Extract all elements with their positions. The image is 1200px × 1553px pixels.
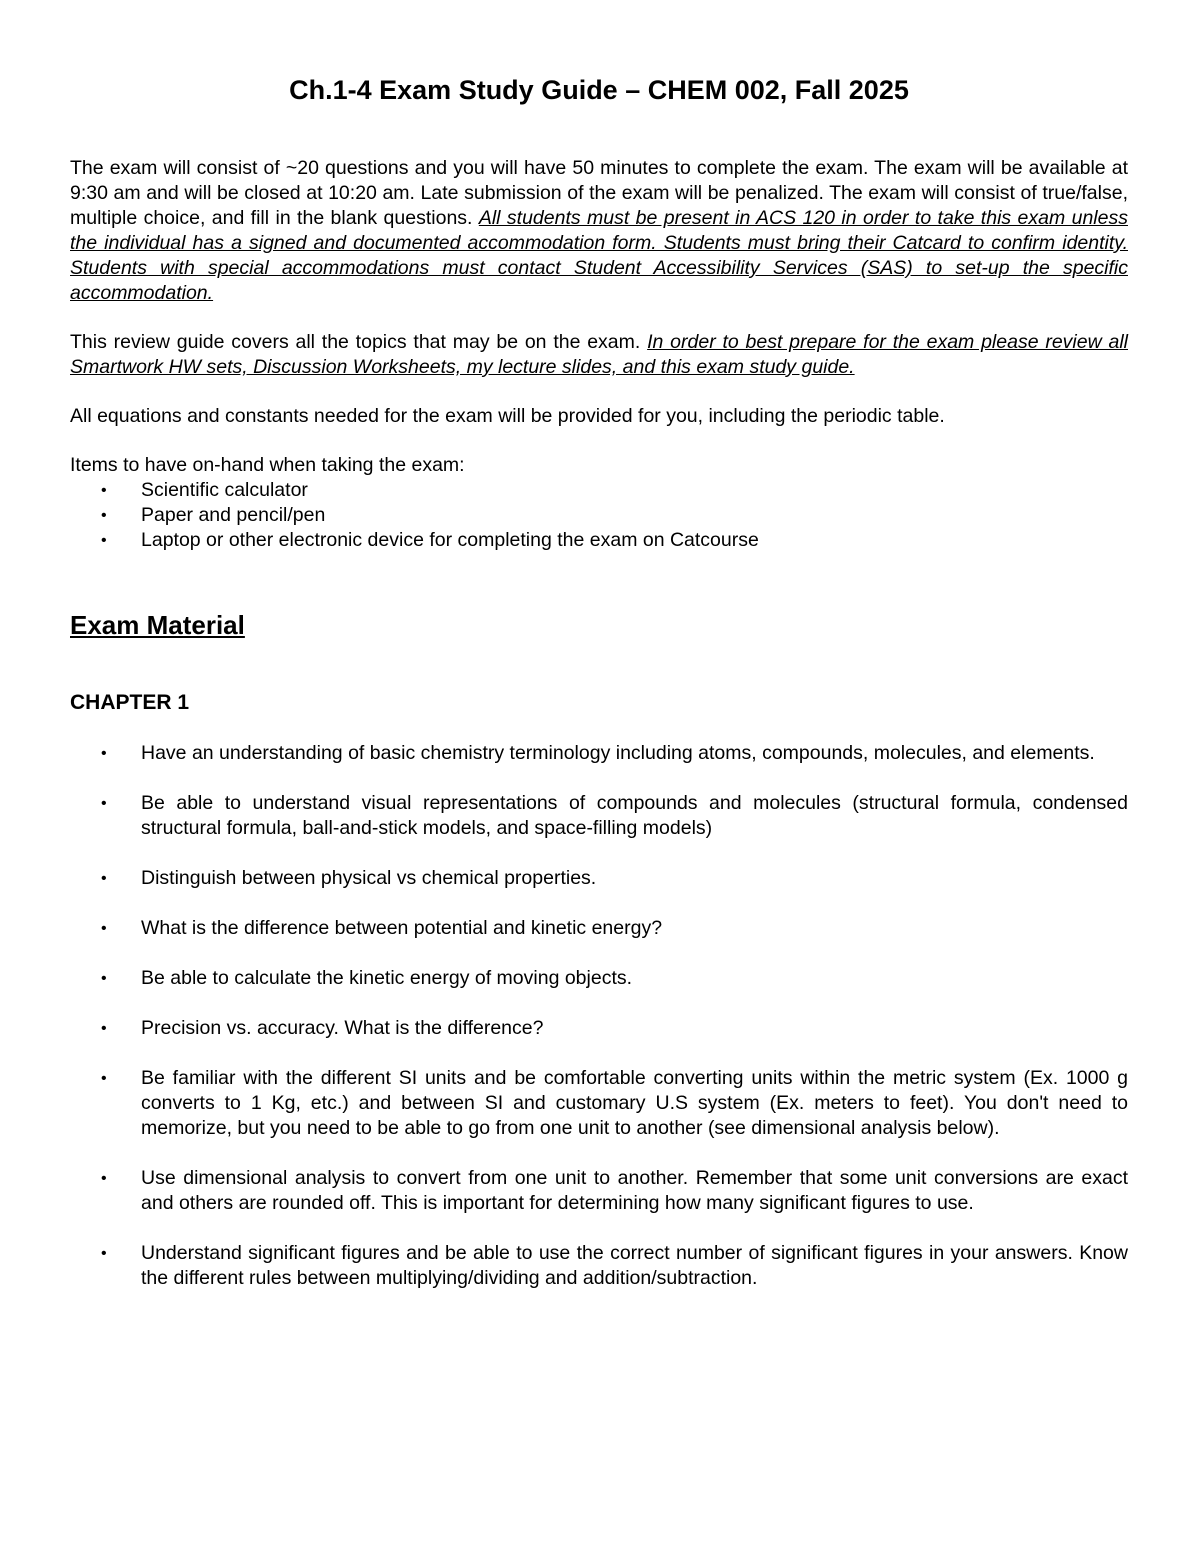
bullet-icon: • — [101, 507, 107, 524]
bullet-icon: • — [101, 532, 107, 549]
topic-text: Precision vs. accuracy. What is the difference? — [141, 1017, 544, 1039]
topic-text: What is the difference between potential and kinetic energy? — [141, 917, 663, 939]
list-item-text: Paper and pencil/pen — [141, 504, 326, 526]
topic-item — [70, 966, 1128, 991]
bullet-icon: • — [101, 745, 107, 762]
topic-item — [70, 1016, 1128, 1041]
topic-text: Understand significant figures and be able to use the correct number of significant figures in your answers. Know the different rules between multiplying/dividing and addition/subtraction. — [141, 1242, 1128, 1289]
topic-item — [70, 791, 1128, 841]
topic-text: Have an understanding of basic chemistry terminology including atoms, compounds, molecules, and elements. — [141, 742, 1095, 764]
review-paragraph — [70, 330, 1128, 380]
topics-list — [70, 741, 1128, 1291]
list-item-text: Laptop or other electronic device for completing the exam on Catcourse — [141, 529, 759, 551]
topic-item — [70, 1166, 1128, 1216]
bullet-icon: • — [101, 795, 107, 812]
topic-text: Be able to calculate the kinetic energy of moving objects. — [141, 967, 633, 989]
items-heading: Items to have on-hand when taking the exam: — [70, 454, 465, 476]
bullet-icon: • — [101, 1245, 107, 1262]
topic-item — [70, 866, 1128, 891]
section-title: Exam Material — [70, 610, 245, 640]
bullet-icon: • — [101, 1020, 107, 1037]
topic-text: Be able to understand visual representations of compounds and molecules (structural formula, condensed structural formula, ball-and-stick models, and space-filling models) — [141, 792, 1128, 839]
topic-item — [70, 1066, 1128, 1141]
list-item — [70, 503, 1128, 528]
bullet-icon: • — [101, 1170, 107, 1187]
chapter-heading: CHAPTER 1 — [70, 691, 190, 714]
topic-item — [70, 916, 1128, 941]
bullet-icon: • — [101, 1070, 107, 1087]
list-item — [70, 478, 1128, 503]
intro-text: The exam will consist of ~20 questions and you will have 50 minutes to complete the exam. The exam will be available at 9:30 am and will be closed at 10:20 am. Late submission of the exam will be penalized. The exam will consist of true/false, multiple choice, and fill in the blank questions. — [70, 157, 1128, 229]
bullet-icon: • — [101, 920, 107, 937]
document-title: Ch.1-4 Exam Study Guide – CHEM 002, Fall 2025 — [289, 75, 909, 105]
topic-item — [70, 741, 1128, 766]
topic-text: Use dimensional analysis to convert from one unit to another. Remember that some unit conversions are exact and others are rounded off. This is important for determining how many significant figures to use. — [141, 1167, 1128, 1214]
review-text: This review guide covers all the topics that may be on the exam. — [70, 331, 648, 353]
bullet-icon: • — [101, 870, 107, 887]
intro-emphasis: All students must be present in ACS 120 in order to take this exam unless the individual has a signed and documented accommodation form. Students must bring their Catcard to confirm identity. Students with special accommodations must contact Student Accessibility Services (SAS) to set-up the specific accommodation. — [70, 207, 1128, 304]
topic-text: Distinguish between physical vs chemical properties. — [141, 867, 597, 889]
equations-note: All equations and constants needed for the exam will be provided for you, including the periodic table. — [70, 405, 945, 427]
bullet-icon: • — [101, 970, 107, 987]
list-item-text: Scientific calculator — [141, 479, 308, 501]
review-emphasis: In order to best prepare for the exam please review all Smartwork HW sets, Discussion Worksheets, my lecture slides, and this exam study guide. — [70, 331, 1128, 378]
topic-item — [70, 1241, 1128, 1291]
document-page — [70, 72, 1128, 1316]
items-list — [70, 478, 1128, 553]
bullet-icon: • — [101, 482, 107, 499]
topic-text: Be familiar with the different SI units and be comfortable converting units within the metric system (Ex. 1000 g converts to 1 Kg, etc.) and between SI and customary U.S system (Ex. meters to feet). You don't need to memorize, but you need to be able to go from one unit to another (see dimensional analysis below). — [141, 1067, 1128, 1139]
list-item — [70, 528, 1128, 553]
intro-paragraph — [70, 156, 1128, 306]
